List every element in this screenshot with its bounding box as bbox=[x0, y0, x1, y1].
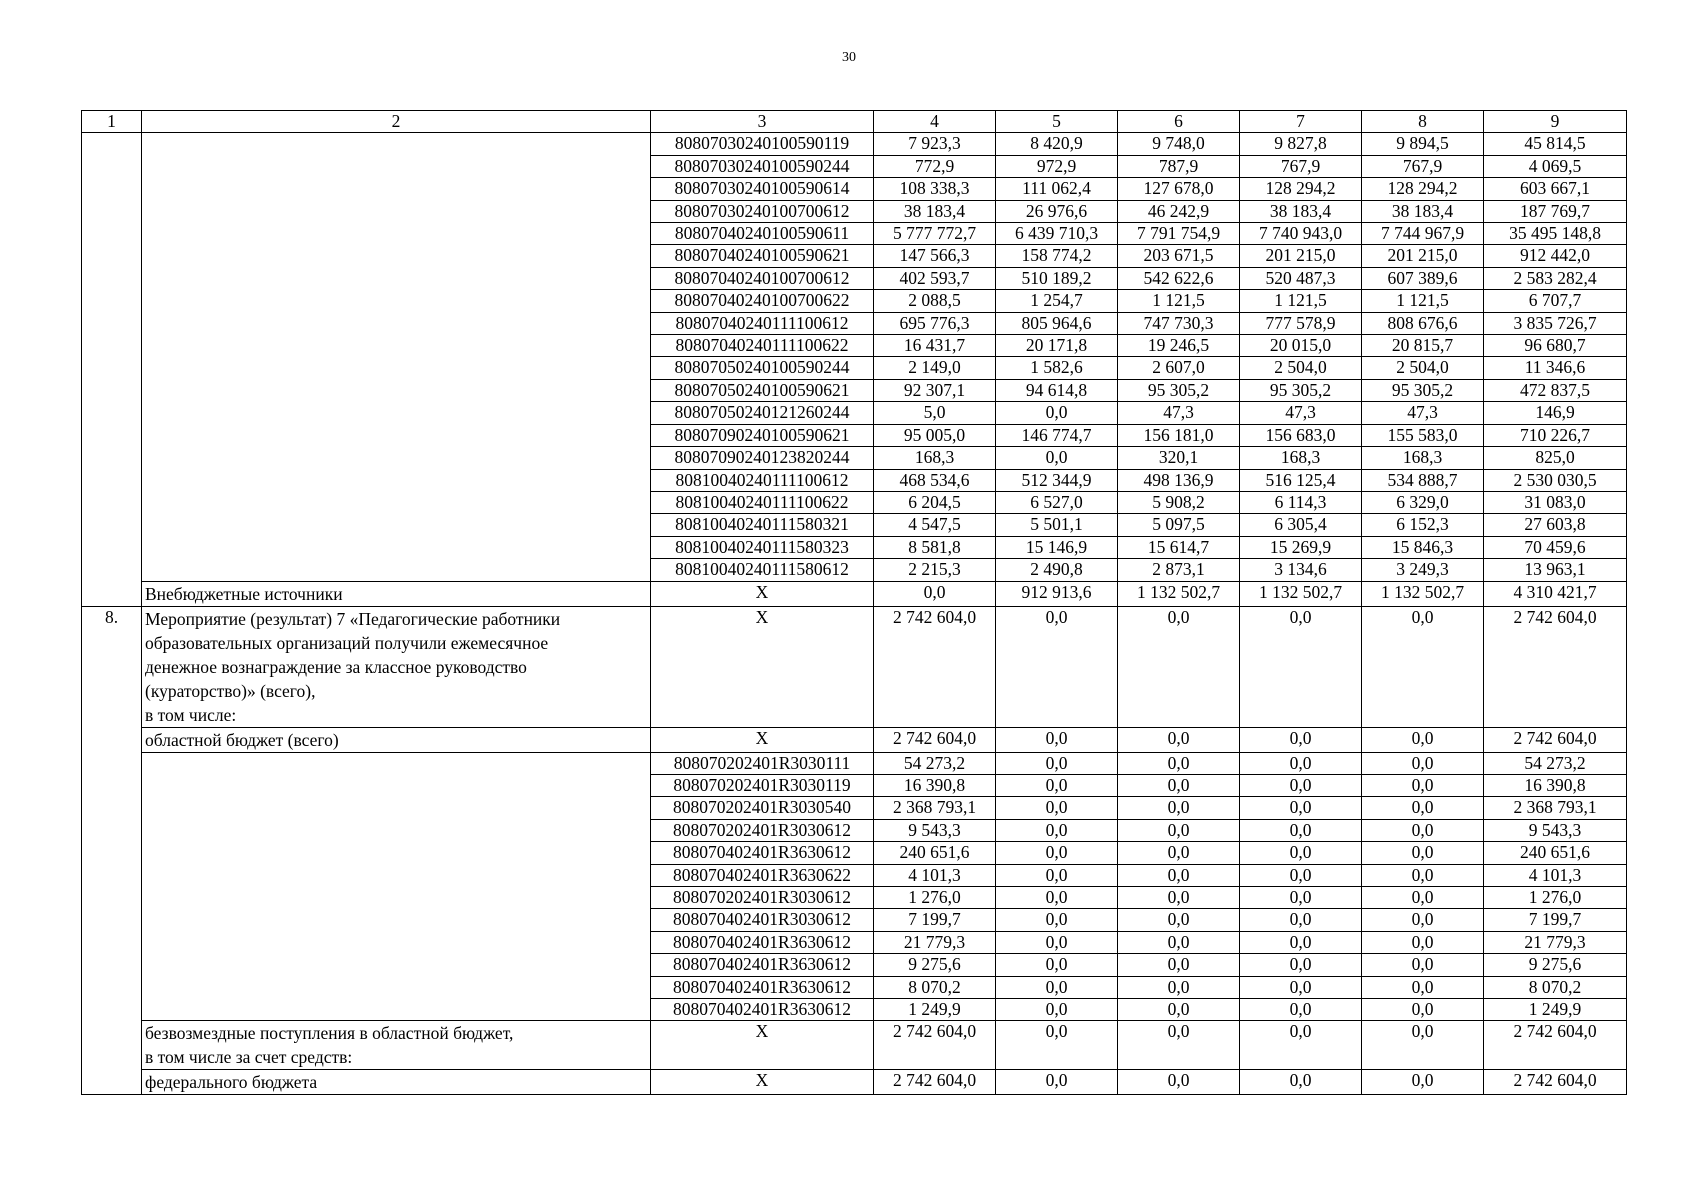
value-cell: 0,0 bbox=[996, 886, 1118, 908]
budget-code-cell: 80810040240111580612 bbox=[651, 559, 874, 581]
value-cell: 0,0 bbox=[874, 581, 996, 606]
value-cell: 710 226,7 bbox=[1484, 424, 1627, 446]
value-cell: 498 136,9 bbox=[1118, 469, 1240, 491]
value-cell: 4 101,3 bbox=[874, 864, 996, 886]
budget-code-cell: 808070202401R3030119 bbox=[651, 774, 874, 796]
budget-code-cell: X bbox=[651, 1021, 874, 1070]
value-cell: 0,0 bbox=[1240, 797, 1362, 819]
value-cell: 0,0 bbox=[1362, 931, 1484, 953]
value-cell: 0,0 bbox=[1362, 797, 1484, 819]
budget-code-cell: 80807030240100590244 bbox=[651, 155, 874, 177]
value-cell: 0,0 bbox=[1362, 1021, 1484, 1070]
value-cell: 1 121,5 bbox=[1362, 290, 1484, 312]
value-cell: 0,0 bbox=[1118, 727, 1240, 752]
value-cell: 0,0 bbox=[996, 606, 1118, 727]
value-cell: 6 439 710,3 bbox=[996, 223, 1118, 245]
budget-code-cell: 808070202401R3030540 bbox=[651, 797, 874, 819]
budget-code-cell: X bbox=[651, 727, 874, 752]
name-cell: Внебюджетные источники bbox=[142, 581, 651, 606]
measure-name-cell bbox=[142, 606, 651, 727]
value-cell: 2 583 282,4 bbox=[1484, 267, 1627, 289]
budget-code-cell: 808070202401R3030612 bbox=[651, 819, 874, 841]
value-cell: 5 777 772,7 bbox=[874, 223, 996, 245]
value-cell: 805 964,6 bbox=[996, 312, 1118, 334]
budget-table bbox=[81, 110, 1627, 1095]
value-cell: 320,1 bbox=[1118, 447, 1240, 469]
value-cell: 2 607,0 bbox=[1118, 357, 1240, 379]
budget-code-cell: 808070202401R3030612 bbox=[651, 886, 874, 908]
budget-code-cell: 80807090240100590621 bbox=[651, 424, 874, 446]
text-line: безвозмездные поступления в областной бюджет, bbox=[145, 1023, 514, 1044]
value-cell: 912 913,6 bbox=[996, 581, 1118, 606]
value-cell: 0,0 bbox=[1362, 606, 1484, 727]
value-cell: 6 329,0 bbox=[1362, 491, 1484, 513]
value-cell: 1 582,6 bbox=[996, 357, 1118, 379]
value-cell: 0,0 bbox=[1240, 931, 1362, 953]
value-cell: 6 707,7 bbox=[1484, 290, 1627, 312]
value-cell: 402 593,7 bbox=[874, 267, 996, 289]
value-cell: 54 273,2 bbox=[1484, 752, 1627, 774]
value-cell: 1 276,0 bbox=[874, 886, 996, 908]
value-cell: 6 152,3 bbox=[1362, 514, 1484, 536]
value-cell: 21 779,3 bbox=[1484, 931, 1627, 953]
table-row-measure-8 bbox=[82, 606, 1627, 727]
number-cell bbox=[82, 133, 142, 606]
value-cell: 1 276,0 bbox=[1484, 886, 1627, 908]
value-cell: 45 814,5 bbox=[1484, 133, 1627, 155]
budget-code-cell: 80807040240111100612 bbox=[651, 312, 874, 334]
value-cell: 4 310 421,7 bbox=[1484, 581, 1627, 606]
budget-code-cell: 80807050240100590621 bbox=[651, 379, 874, 401]
value-cell: 6 114,3 bbox=[1240, 491, 1362, 513]
value-cell: 0,0 bbox=[996, 819, 1118, 841]
value-cell: 0,0 bbox=[1362, 909, 1484, 931]
budget-code-cell: 80807040240100700622 bbox=[651, 290, 874, 312]
budget-code-cell: 808070402401R3630612 bbox=[651, 931, 874, 953]
value-cell: 4 547,5 bbox=[874, 514, 996, 536]
value-cell: 2 088,5 bbox=[874, 290, 996, 312]
page-number: 30 bbox=[842, 50, 856, 65]
value-cell: 8 581,8 bbox=[874, 536, 996, 558]
value-cell: 46 242,9 bbox=[1118, 200, 1240, 222]
value-cell: 0,0 bbox=[1240, 727, 1362, 752]
text-line: в том числе: bbox=[145, 704, 237, 725]
value-cell: 2 873,1 bbox=[1118, 559, 1240, 581]
budget-code-cell: 80807040240100590611 bbox=[651, 223, 874, 245]
value-cell: 5 908,2 bbox=[1118, 491, 1240, 513]
value-cell: 6 204,5 bbox=[874, 491, 996, 513]
value-cell: 0,0 bbox=[1240, 999, 1362, 1021]
value-cell: 155 583,0 bbox=[1362, 424, 1484, 446]
value-cell: 2 504,0 bbox=[1362, 357, 1484, 379]
value-cell: 1 249,9 bbox=[1484, 999, 1627, 1021]
value-cell: 1 132 502,7 bbox=[1240, 581, 1362, 606]
value-cell: 787,9 bbox=[1118, 155, 1240, 177]
value-cell: 7 740 943,0 bbox=[1240, 223, 1362, 245]
value-cell: 1 121,5 bbox=[1240, 290, 1362, 312]
value-cell: 0,0 bbox=[1118, 909, 1240, 931]
budget-code-cell: X bbox=[651, 1070, 874, 1095]
header-row bbox=[82, 111, 1627, 133]
value-cell: 92 307,1 bbox=[874, 379, 996, 401]
value-cell: 9 748,0 bbox=[1118, 133, 1240, 155]
value-cell: 0,0 bbox=[1118, 1070, 1240, 1095]
value-cell: 0,0 bbox=[996, 727, 1118, 752]
value-cell: 26 976,6 bbox=[996, 200, 1118, 222]
text-line: денежное вознаграждение за классное руководство bbox=[145, 656, 527, 677]
value-cell: 16 390,8 bbox=[1484, 774, 1627, 796]
value-cell: 95 005,0 bbox=[874, 424, 996, 446]
value-cell: 0,0 bbox=[1240, 1021, 1362, 1070]
value-cell: 767,9 bbox=[1240, 155, 1362, 177]
name-cell bbox=[142, 752, 651, 1021]
value-cell: 3 249,3 bbox=[1362, 559, 1484, 581]
column-header: 5 bbox=[996, 111, 1118, 133]
value-cell: 1 132 502,7 bbox=[1118, 581, 1240, 606]
value-cell: 0,0 bbox=[1118, 752, 1240, 774]
value-cell: 1 132 502,7 bbox=[1362, 581, 1484, 606]
name-cell bbox=[142, 1021, 651, 1070]
value-cell: 15 614,7 bbox=[1118, 536, 1240, 558]
value-cell: 0,0 bbox=[996, 931, 1118, 953]
value-cell: 187 769,7 bbox=[1484, 200, 1627, 222]
value-cell: 11 346,6 bbox=[1484, 357, 1627, 379]
value-cell: 96 680,7 bbox=[1484, 335, 1627, 357]
name-cell: областной бюджет (всего) bbox=[142, 727, 651, 752]
value-cell: 777 578,9 bbox=[1240, 312, 1362, 334]
value-cell: 0,0 bbox=[1118, 999, 1240, 1021]
value-cell: 95 305,2 bbox=[1240, 379, 1362, 401]
value-cell: 0,0 bbox=[1240, 1070, 1362, 1095]
value-cell: 15 146,9 bbox=[996, 536, 1118, 558]
table-row-regional bbox=[82, 727, 1627, 752]
value-cell: 0,0 bbox=[996, 774, 1118, 796]
value-cell: 240 651,6 bbox=[874, 842, 996, 864]
value-cell: 2 742 604,0 bbox=[1484, 727, 1627, 752]
table-row-federal bbox=[82, 1070, 1627, 1095]
budget-code-cell: 808070402401R3630612 bbox=[651, 999, 874, 1021]
table-row bbox=[82, 133, 1627, 155]
value-cell: 4 101,3 bbox=[1484, 864, 1627, 886]
value-cell: 8 070,2 bbox=[874, 976, 996, 998]
value-cell: 94 614,8 bbox=[996, 379, 1118, 401]
value-cell: 108 338,3 bbox=[874, 178, 996, 200]
table-row bbox=[82, 752, 1627, 774]
value-cell: 1 249,9 bbox=[874, 999, 996, 1021]
column-header: 1 bbox=[82, 111, 142, 133]
value-cell: 0,0 bbox=[1362, 999, 1484, 1021]
value-cell: 27 603,8 bbox=[1484, 514, 1627, 536]
value-cell: 20 171,8 bbox=[996, 335, 1118, 357]
value-cell: 20 015,0 bbox=[1240, 335, 1362, 357]
value-cell: 0,0 bbox=[1240, 976, 1362, 998]
value-cell: 607 389,6 bbox=[1362, 267, 1484, 289]
budget-code-cell: 80807030240100590614 bbox=[651, 178, 874, 200]
value-cell: 203 671,5 bbox=[1118, 245, 1240, 267]
value-cell: 0,0 bbox=[996, 999, 1118, 1021]
value-cell: 9 543,3 bbox=[1484, 819, 1627, 841]
value-cell: 2 504,0 bbox=[1240, 357, 1362, 379]
value-cell: 2 490,8 bbox=[996, 559, 1118, 581]
value-cell: 0,0 bbox=[996, 842, 1118, 864]
budget-code-cell: 80807040240100700612 bbox=[651, 267, 874, 289]
value-cell: 13 963,1 bbox=[1484, 559, 1627, 581]
value-cell: 0,0 bbox=[1118, 842, 1240, 864]
value-cell: 6 305,4 bbox=[1240, 514, 1362, 536]
budget-code-cell: 808070402401R3630612 bbox=[651, 976, 874, 998]
value-cell: 0,0 bbox=[1240, 864, 1362, 886]
value-cell: 2 530 030,5 bbox=[1484, 469, 1627, 491]
value-cell: 747 730,3 bbox=[1118, 312, 1240, 334]
value-cell: 2 368 793,1 bbox=[874, 797, 996, 819]
value-cell: 128 294,2 bbox=[1362, 178, 1484, 200]
value-cell: 8 420,9 bbox=[996, 133, 1118, 155]
value-cell: 2 742 604,0 bbox=[874, 727, 996, 752]
value-cell: 8 070,2 bbox=[1484, 976, 1627, 998]
value-cell: 47,3 bbox=[1362, 402, 1484, 424]
value-cell: 38 183,4 bbox=[1240, 200, 1362, 222]
value-cell: 0,0 bbox=[1240, 819, 1362, 841]
value-cell: 156 683,0 bbox=[1240, 424, 1362, 446]
text-line: образовательных организаций получили ежемесячное bbox=[145, 632, 549, 653]
value-cell: 47,3 bbox=[1118, 402, 1240, 424]
value-cell: 127 678,0 bbox=[1118, 178, 1240, 200]
value-cell: 2 215,3 bbox=[874, 559, 996, 581]
value-cell: 201 215,0 bbox=[1362, 245, 1484, 267]
value-cell: 0,0 bbox=[996, 909, 1118, 931]
value-cell: 16 390,8 bbox=[874, 774, 996, 796]
table-row-offbudget bbox=[82, 581, 1627, 606]
value-cell: 534 888,7 bbox=[1362, 469, 1484, 491]
budget-code-cell: 80807030240100700612 bbox=[651, 200, 874, 222]
value-cell: 2 742 604,0 bbox=[874, 1021, 996, 1070]
value-cell: 0,0 bbox=[1118, 797, 1240, 819]
value-cell: 35 495 148,8 bbox=[1484, 223, 1627, 245]
value-cell: 111 062,4 bbox=[996, 178, 1118, 200]
value-cell: 0,0 bbox=[996, 1070, 1118, 1095]
value-cell: 7 199,7 bbox=[1484, 909, 1627, 931]
table-row-gratuitous bbox=[82, 1021, 1627, 1070]
value-cell: 70 459,6 bbox=[1484, 536, 1627, 558]
value-cell: 7 744 967,9 bbox=[1362, 223, 1484, 245]
value-cell: 0,0 bbox=[1240, 606, 1362, 727]
value-cell: 38 183,4 bbox=[874, 200, 996, 222]
budget-code-cell: 80807040240100590621 bbox=[651, 245, 874, 267]
value-cell: 0,0 bbox=[1118, 819, 1240, 841]
value-cell: 0,0 bbox=[1362, 752, 1484, 774]
value-cell: 15 269,9 bbox=[1240, 536, 1362, 558]
value-cell: 0,0 bbox=[1240, 774, 1362, 796]
value-cell: 0,0 bbox=[1362, 1070, 1484, 1095]
value-cell: 0,0 bbox=[1118, 976, 1240, 998]
value-cell: 15 846,3 bbox=[1362, 536, 1484, 558]
value-cell: 0,0 bbox=[1362, 819, 1484, 841]
value-cell: 0,0 bbox=[996, 752, 1118, 774]
value-cell: 520 487,3 bbox=[1240, 267, 1362, 289]
value-cell: 0,0 bbox=[996, 954, 1118, 976]
value-cell: 9 543,3 bbox=[874, 819, 996, 841]
value-cell: 146 774,7 bbox=[996, 424, 1118, 446]
value-cell: 0,0 bbox=[1240, 842, 1362, 864]
budget-table-body bbox=[82, 111, 1627, 1095]
value-cell: 9 827,8 bbox=[1240, 133, 1362, 155]
budget-code-cell: 808070202401R3030111 bbox=[651, 752, 874, 774]
value-cell: 0,0 bbox=[996, 1021, 1118, 1070]
value-cell: 2 368 793,1 bbox=[1484, 797, 1627, 819]
value-cell: 0,0 bbox=[1118, 931, 1240, 953]
value-cell: 695 776,3 bbox=[874, 312, 996, 334]
value-cell: 972,9 bbox=[996, 155, 1118, 177]
value-cell: 1 121,5 bbox=[1118, 290, 1240, 312]
budget-code-cell: 80807050240100590244 bbox=[651, 357, 874, 379]
column-header: 3 bbox=[651, 111, 874, 133]
value-cell: 0,0 bbox=[1362, 976, 1484, 998]
column-header: 7 bbox=[1240, 111, 1362, 133]
value-cell: 2 742 604,0 bbox=[874, 1070, 996, 1095]
value-cell: 0,0 bbox=[996, 402, 1118, 424]
text-line: (кураторство)» (всего), bbox=[145, 680, 316, 701]
value-cell: 472 837,5 bbox=[1484, 379, 1627, 401]
column-header: 9 bbox=[1484, 111, 1627, 133]
value-cell: 0,0 bbox=[1240, 752, 1362, 774]
value-cell: 516 125,4 bbox=[1240, 469, 1362, 491]
budget-code-cell: 80810040240111100622 bbox=[651, 491, 874, 513]
value-cell: 0,0 bbox=[1118, 1021, 1240, 1070]
value-cell: 54 273,2 bbox=[874, 752, 996, 774]
text-line: в том числе за счет средств: bbox=[145, 1047, 353, 1068]
value-cell: 7 923,3 bbox=[874, 133, 996, 155]
value-cell: 31 083,0 bbox=[1484, 491, 1627, 513]
budget-code-cell: X bbox=[651, 606, 874, 727]
budget-code-cell: 80807090240123820244 bbox=[651, 447, 874, 469]
value-cell: 146,9 bbox=[1484, 402, 1627, 424]
value-cell: 0,0 bbox=[1240, 886, 1362, 908]
value-cell: 168,3 bbox=[874, 447, 996, 469]
value-cell: 156 181,0 bbox=[1118, 424, 1240, 446]
value-cell: 3 835 726,7 bbox=[1484, 312, 1627, 334]
column-header: 8 bbox=[1362, 111, 1484, 133]
column-header: 2 bbox=[142, 111, 651, 133]
value-cell: 7 199,7 bbox=[874, 909, 996, 931]
value-cell: 19 246,5 bbox=[1118, 335, 1240, 357]
value-cell: 4 069,5 bbox=[1484, 155, 1627, 177]
value-cell: 0,0 bbox=[1240, 954, 1362, 976]
value-cell: 2 149,0 bbox=[874, 357, 996, 379]
value-cell: 0,0 bbox=[1118, 606, 1240, 727]
budget-code-cell: 80810040240111580323 bbox=[651, 536, 874, 558]
value-cell: 512 344,9 bbox=[996, 469, 1118, 491]
value-cell: 240 651,6 bbox=[1484, 842, 1627, 864]
value-cell: 912 442,0 bbox=[1484, 245, 1627, 267]
value-cell: 510 189,2 bbox=[996, 267, 1118, 289]
column-header: 6 bbox=[1118, 111, 1240, 133]
value-cell: 0,0 bbox=[996, 797, 1118, 819]
value-cell: 2 742 604,0 bbox=[874, 606, 996, 727]
value-cell: 767,9 bbox=[1362, 155, 1484, 177]
value-cell: 5,0 bbox=[874, 402, 996, 424]
value-cell: 2 742 604,0 bbox=[1484, 1070, 1627, 1095]
value-cell: 2 742 604,0 bbox=[1484, 606, 1627, 727]
value-cell: 201 215,0 bbox=[1240, 245, 1362, 267]
value-cell: 9 894,5 bbox=[1362, 133, 1484, 155]
text-line: Мероприятие (результат) 7 «Педагогические работники bbox=[145, 608, 561, 629]
value-cell: 38 183,4 bbox=[1362, 200, 1484, 222]
value-cell: 603 667,1 bbox=[1484, 178, 1627, 200]
value-cell: 0,0 bbox=[996, 447, 1118, 469]
value-cell: 0,0 bbox=[1240, 909, 1362, 931]
value-cell: 168,3 bbox=[1362, 447, 1484, 469]
name-cell: федерального бюджета bbox=[142, 1070, 651, 1095]
budget-code-cell: 808070402401R3030612 bbox=[651, 909, 874, 931]
value-cell: 0,0 bbox=[1362, 774, 1484, 796]
budget-code-cell: 80810040240111580321 bbox=[651, 514, 874, 536]
value-cell: 2 742 604,0 bbox=[1484, 1021, 1627, 1070]
value-cell: 1 254,7 bbox=[996, 290, 1118, 312]
value-cell: 0,0 bbox=[1362, 727, 1484, 752]
value-cell: 0,0 bbox=[1362, 886, 1484, 908]
value-cell: 468 534,6 bbox=[874, 469, 996, 491]
value-cell: 3 134,6 bbox=[1240, 559, 1362, 581]
value-cell: 5 501,1 bbox=[996, 514, 1118, 536]
value-cell: 7 791 754,9 bbox=[1118, 223, 1240, 245]
column-header: 4 bbox=[874, 111, 996, 133]
value-cell: 16 431,7 bbox=[874, 335, 996, 357]
value-cell: 47,3 bbox=[1240, 402, 1362, 424]
name-cell bbox=[142, 133, 651, 581]
value-cell: 0,0 bbox=[996, 976, 1118, 998]
value-cell: 5 097,5 bbox=[1118, 514, 1240, 536]
value-cell: 158 774,2 bbox=[996, 245, 1118, 267]
value-cell: 20 815,7 bbox=[1362, 335, 1484, 357]
value-cell: 128 294,2 bbox=[1240, 178, 1362, 200]
budget-code-cell: 808070402401R3630612 bbox=[651, 842, 874, 864]
value-cell: 0,0 bbox=[1362, 864, 1484, 886]
value-cell: 0,0 bbox=[996, 864, 1118, 886]
value-cell: 9 275,6 bbox=[874, 954, 996, 976]
value-cell: 808 676,6 bbox=[1362, 312, 1484, 334]
value-cell: 0,0 bbox=[1118, 886, 1240, 908]
value-cell: 0,0 bbox=[1118, 954, 1240, 976]
budget-code-cell: 80807040240111100622 bbox=[651, 335, 874, 357]
budget-code-cell: 80810040240111100612 bbox=[651, 469, 874, 491]
value-cell: 168,3 bbox=[1240, 447, 1362, 469]
budget-code-cell: 80807050240121260244 bbox=[651, 402, 874, 424]
value-cell: 21 779,3 bbox=[874, 931, 996, 953]
value-cell: 0,0 bbox=[1362, 842, 1484, 864]
budget-code-cell: 80807030240100590119 bbox=[651, 133, 874, 155]
budget-code-cell: X bbox=[651, 581, 874, 606]
row-number: 8. bbox=[82, 606, 142, 1095]
value-cell: 147 566,3 bbox=[874, 245, 996, 267]
value-cell: 0,0 bbox=[1362, 954, 1484, 976]
value-cell: 0,0 bbox=[1118, 774, 1240, 796]
value-cell: 772,9 bbox=[874, 155, 996, 177]
value-cell: 9 275,6 bbox=[1484, 954, 1627, 976]
value-cell: 6 527,0 bbox=[996, 491, 1118, 513]
value-cell: 542 622,6 bbox=[1118, 267, 1240, 289]
value-cell: 95 305,2 bbox=[1362, 379, 1484, 401]
value-cell: 0,0 bbox=[1118, 864, 1240, 886]
budget-code-cell: 808070402401R3630622 bbox=[651, 864, 874, 886]
budget-code-cell: 808070402401R3630612 bbox=[651, 954, 874, 976]
value-cell: 825,0 bbox=[1484, 447, 1627, 469]
value-cell: 95 305,2 bbox=[1118, 379, 1240, 401]
